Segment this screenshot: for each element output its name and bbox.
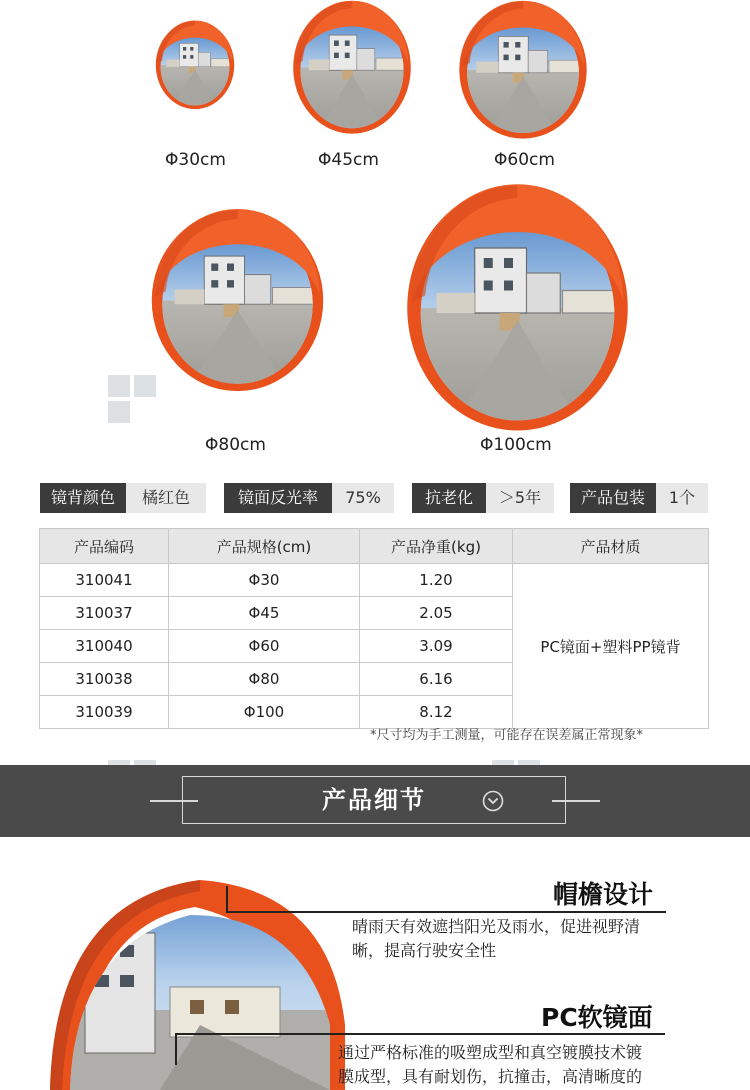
size-label-100: Φ100cm <box>480 435 552 455</box>
visor-feature-text-line2: 晰，提高行驶安全性 <box>352 941 497 960</box>
header-spec: 产品规格(cm) <box>169 529 360 564</box>
cell-spec: Φ45 <box>169 597 360 630</box>
cell-weight: 3.09 <box>360 630 513 663</box>
cell-code: 310039 <box>40 696 169 729</box>
reflectivity-label: 镜面反光率 <box>224 483 332 513</box>
cell-code: 310040 <box>40 630 169 663</box>
cell-weight: 6.16 <box>360 663 513 696</box>
header-material: 产品材质 <box>513 529 709 564</box>
table-row <box>40 564 709 597</box>
size-label-80: Φ80cm <box>205 435 266 455</box>
visor-callout-line <box>226 886 228 912</box>
cell-weight: 2.05 <box>360 597 513 630</box>
visor-feature-title: 帽檐设计 <box>553 880 654 909</box>
table-header-row <box>40 529 709 564</box>
pc-feature-text-line1: 通过严格标准的吸塑成型和真空镀膜技术镀 <box>338 1043 643 1062</box>
section-title: 产品细节 <box>322 786 426 814</box>
section-banner <box>0 765 750 837</box>
cell-material: PC镜面+塑料PP镜背 <box>513 564 709 729</box>
pc-feature-title: PC软镜面 <box>541 1003 653 1032</box>
pc-feature-text-line2: 膜成型，具有耐划伤，抗撞击，高清晰度的 <box>338 1067 643 1086</box>
cell-weight: 1.20 <box>360 564 513 597</box>
mirror-100-image <box>405 183 630 433</box>
anti-aging-label: 抗老化 <box>412 483 486 513</box>
pc-callout-line <box>175 1035 177 1065</box>
visor-callout-rule <box>226 911 666 913</box>
detail-mirror-image <box>0 875 345 1090</box>
mirror-60-image <box>458 0 588 140</box>
mirror-30-image <box>155 20 235 110</box>
cell-code: 310041 <box>40 564 169 597</box>
visor-feature-text-line1: 晴雨天有效遮挡阳光及雨水，促进视野清 <box>352 917 641 936</box>
mirror-80-image <box>150 208 325 393</box>
package-value: 1个 <box>656 483 708 513</box>
product-spec-table <box>39 528 709 729</box>
cell-code: 310038 <box>40 663 169 696</box>
measurement-note: *尺寸均为手工测量，可能存在误差属正常现象* <box>370 728 644 743</box>
cell-spec: Φ80 <box>169 663 360 696</box>
cell-weight: 8.12 <box>360 696 513 729</box>
reflectivity-value: 75% <box>332 483 394 513</box>
back-color-label: 镜背颜色 <box>40 483 126 513</box>
cell-spec: Φ30 <box>169 564 360 597</box>
anti-aging-value: ＞5年 <box>486 483 554 513</box>
header-weight: 产品净重(kg) <box>360 529 513 564</box>
package-label: 产品包装 <box>570 483 656 513</box>
size-label-30: Φ30cm <box>165 150 226 170</box>
header-code: 产品编码 <box>40 529 169 564</box>
size-label-60: Φ60cm <box>494 150 555 170</box>
cell-spec: Φ100 <box>169 696 360 729</box>
cell-spec: Φ60 <box>169 630 360 663</box>
size-label-45: Φ45cm <box>318 150 379 170</box>
back-color-value: 橘红色 <box>126 483 206 513</box>
cell-code: 310037 <box>40 597 169 630</box>
mirror-45-image <box>292 0 412 135</box>
chevron-down-circle-icon <box>482 790 504 812</box>
